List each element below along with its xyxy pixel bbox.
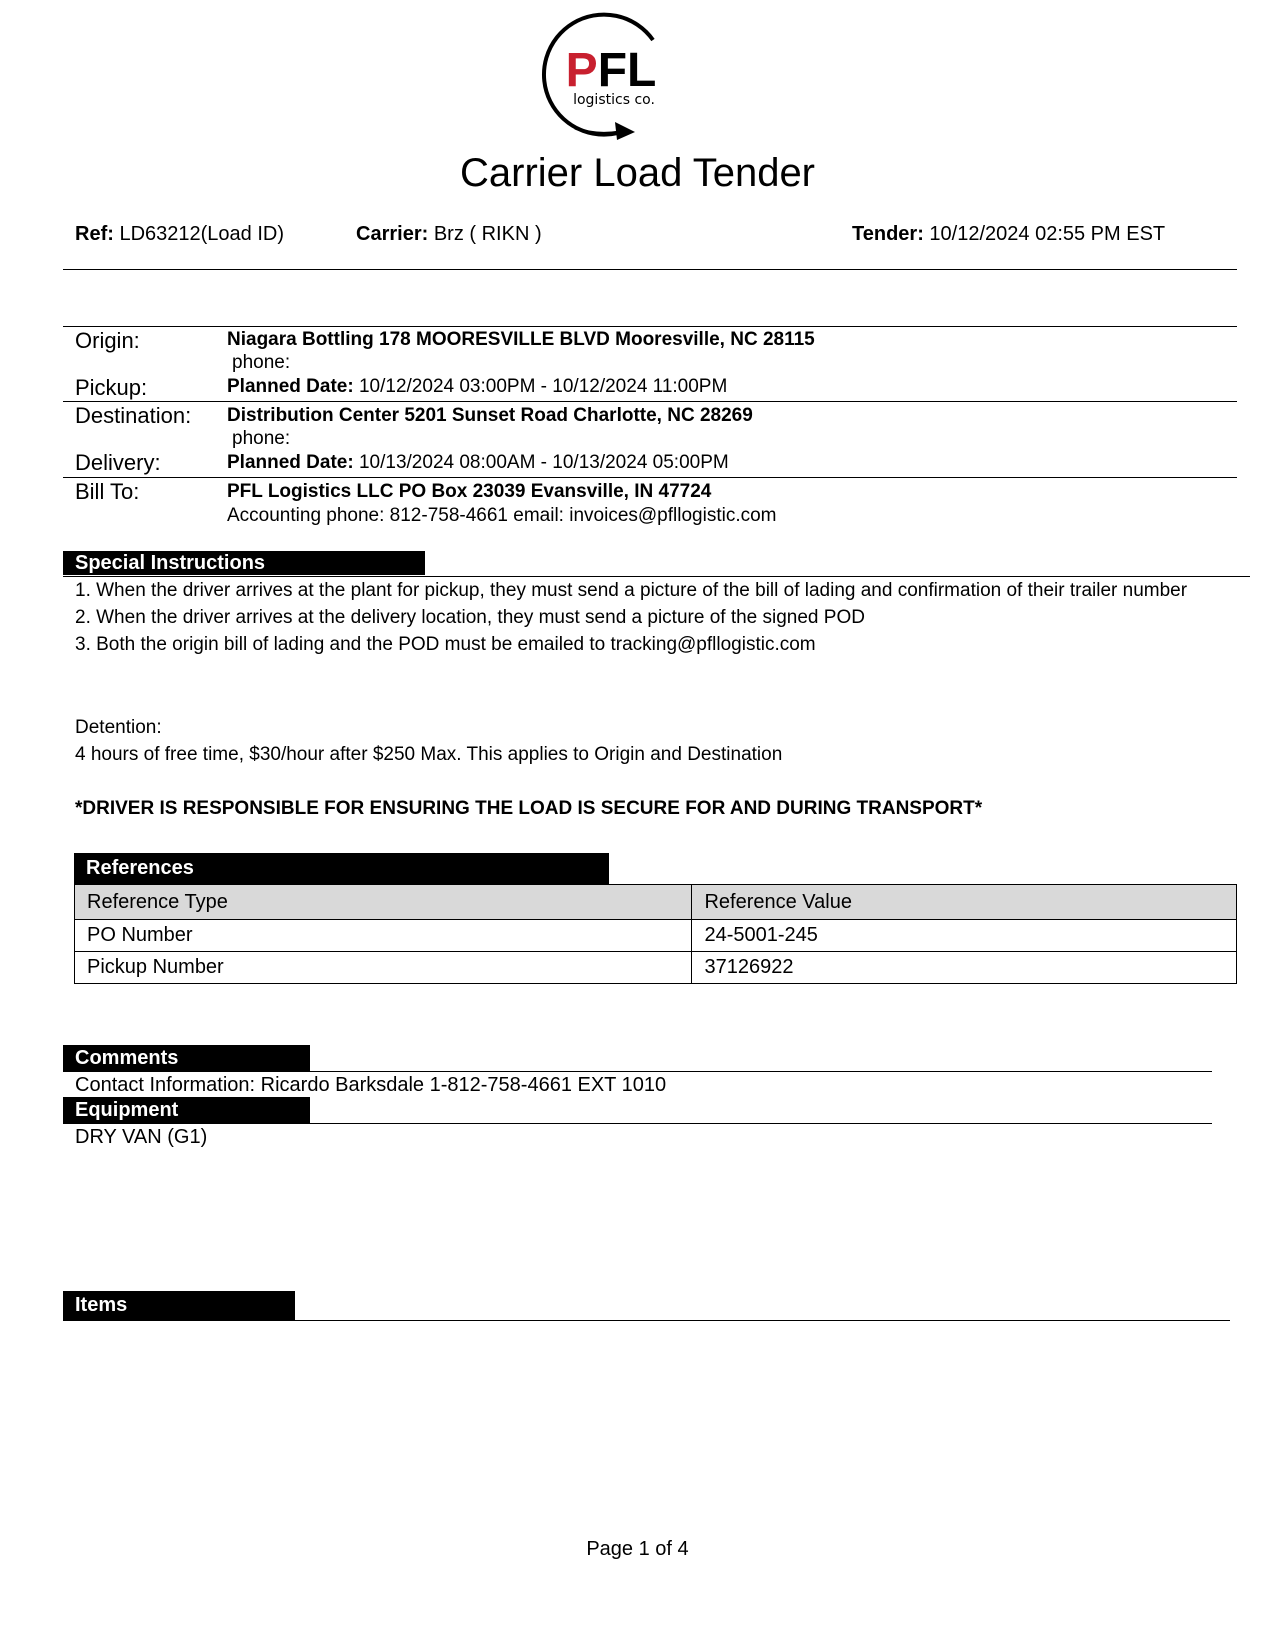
reference-value-cell: 24-5001-245 xyxy=(692,920,1237,952)
table-row xyxy=(75,952,1237,984)
comments-heading: Comments xyxy=(63,1045,310,1071)
origin-phone: phone: xyxy=(232,352,291,373)
page-title: Carrier Load Tender xyxy=(459,151,816,195)
destination-phone: phone: xyxy=(232,428,291,449)
reference-value-cell: 37126922 xyxy=(692,952,1237,984)
special-instructions-heading: Special Instructions xyxy=(63,551,425,575)
pickup-label: Pickup: xyxy=(75,375,148,400)
reference-type-header: Reference Type xyxy=(75,885,692,920)
delivery-planned-label: Planned Date: xyxy=(227,452,354,473)
reference-type-cell: Pickup Number xyxy=(75,952,692,984)
pfl-logo-graphic xyxy=(535,12,675,148)
page-number: Page 1 of 4 xyxy=(586,1538,689,1560)
detention-label: Detention: xyxy=(75,717,162,738)
reference-type-cell: PO Number xyxy=(75,920,692,952)
detention-text: 4 hours of free time, $30/hour after $250 Max. This applies to Origin and Destination xyxy=(75,744,783,765)
carrier-field xyxy=(356,222,542,246)
carrier-label: Carrier: xyxy=(356,223,429,245)
equipment-text: DRY VAN (G1) xyxy=(75,1126,208,1148)
destination-divider xyxy=(63,401,1237,402)
ref-label: Ref: xyxy=(75,223,114,245)
instruction-item: 2. When the driver arrives at the delivery location, they must send a picture of the signed POD xyxy=(75,607,865,628)
delivery-label: Delivery: xyxy=(75,450,161,475)
references-heading: References xyxy=(74,853,609,884)
destination-address: Distribution Center 5201 Sunset Road Charlotte, NC 28269 xyxy=(227,405,753,426)
equipment-heading: Equipment xyxy=(63,1097,310,1123)
reference-value-header: Reference Value xyxy=(692,885,1237,920)
billto-divider xyxy=(63,477,1237,478)
tender-value: 10/12/2024 02:55 PM EST xyxy=(929,223,1166,245)
tender-field xyxy=(852,222,1165,246)
origin-address: Niagara Bottling 178 MOORESVILLE BLVD Mooresville, NC 28115 xyxy=(227,329,815,350)
comments-divider xyxy=(63,1071,1212,1072)
pfl-logo xyxy=(535,12,675,148)
ref-value: LD63212(Load ID) xyxy=(119,223,285,245)
billto-address: PFL Logistics LLC PO Box 23039 Evansville, IN 47724 xyxy=(227,481,712,502)
carrier-value: Brz ( RIKN ) xyxy=(433,223,542,245)
logo-tagline: logistics co. xyxy=(573,92,655,108)
special-instructions-list xyxy=(75,577,1225,658)
logo-brand: PFL xyxy=(565,44,657,97)
items-divider xyxy=(63,1320,1230,1321)
instruction-item: 3. Both the origin bill of lading and the POD must be emailed to tracking@pfllogistic.com xyxy=(75,634,816,655)
comments-text: Contact Information: Ricardo Barksdale 1-812-758-4661 EXT 1010 xyxy=(75,1074,667,1096)
billto-contact: Accounting phone: 812-758-4661 email: invoices@pfllogistic.com xyxy=(227,505,777,526)
driver-warning: *DRIVER IS RESPONSIBLE FOR ENSURING THE LOAD IS SECURE FOR AND DURING TRANSPORT* xyxy=(75,798,983,819)
header-divider xyxy=(63,269,1237,270)
equipment-divider xyxy=(63,1123,1212,1124)
table-row xyxy=(75,920,1237,952)
references-header-row xyxy=(75,885,1237,920)
billto-label: Bill To: xyxy=(75,479,140,504)
references-table xyxy=(74,884,1237,984)
tender-label: Tender: xyxy=(852,223,924,245)
pickup-planned-value: 10/12/2024 03:00PM - 10/12/2024 11:00PM xyxy=(358,376,728,397)
stops-top-divider xyxy=(63,326,1237,327)
items-heading: Items xyxy=(63,1291,295,1320)
instruction-item: 1. When the driver arrives at the plant for pickup, they must send a picture of the bill of lading and confirmation of their trailer number xyxy=(75,580,1188,601)
origin-label: Origin: xyxy=(75,328,140,353)
pickup-planned-label: Planned Date: xyxy=(227,376,354,397)
destination-label: Destination: xyxy=(75,403,192,428)
ref-field xyxy=(75,222,284,246)
delivery-planned-value: 10/13/2024 08:00AM - 10/13/2024 05:00PM xyxy=(358,452,729,473)
